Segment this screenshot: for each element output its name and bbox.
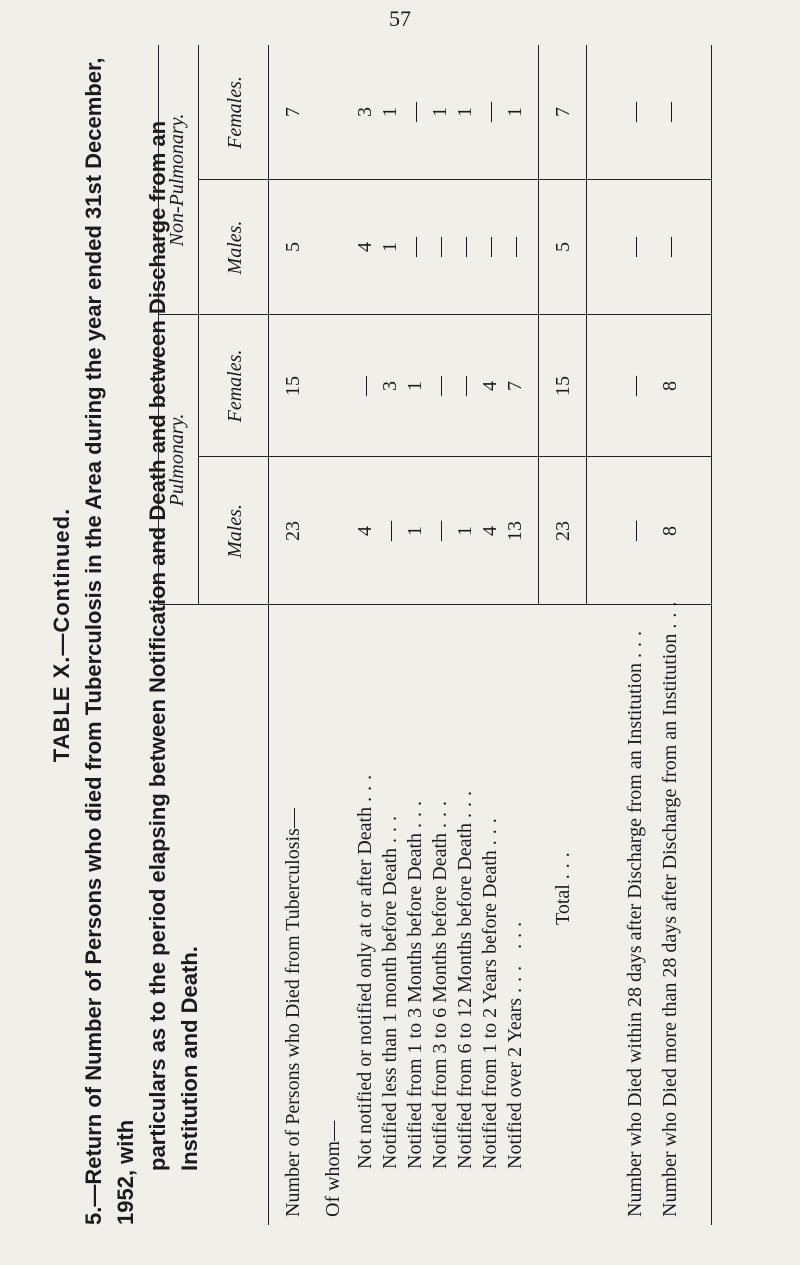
header-nonpulmonary-females: Females. [224, 76, 246, 149]
rule-under-headers [268, 45, 269, 1225]
header-pulmonary-males: Males. [224, 504, 246, 558]
row-label-over-2-years: Notified over 2 Years ... ... [504, 915, 526, 1169]
cell-value: — [454, 237, 476, 257]
row-label-1-3-months: Notified from 1 to 3 Months before Death ... [404, 794, 426, 1169]
cell-value: 23 [282, 521, 304, 541]
cell-value: 13 [504, 521, 526, 541]
cell-value: 3 [379, 381, 401, 391]
cell-value: 7 [282, 107, 304, 117]
title-line-2: 5.—Return of Number of Persons who died from Tuberculosis in the Area during the year ended 31st December, 1952, with [81, 57, 138, 1225]
row-label-died-within-28-days: Number who Died within 28 days after Discharge from an Institution ... [624, 625, 646, 1217]
cell-value: — [479, 237, 501, 257]
header-non-pulmonary: Non-Pulmonary. [166, 113, 188, 247]
cell-value: 4 [354, 242, 376, 252]
cell-value: 3 [354, 107, 376, 117]
rule-under-groups [198, 45, 199, 605]
rule-col-4 [198, 179, 711, 180]
rule-col-2 [198, 456, 711, 457]
cell-value: — [429, 521, 451, 541]
cell-value: 15 [282, 376, 304, 396]
cell-value: — [479, 102, 501, 122]
cell-value: — [659, 237, 681, 257]
cell-value: 4 [479, 526, 501, 536]
header-nonpulmonary-males: Males. [224, 220, 246, 275]
cell-value: 1 [504, 107, 526, 117]
cell-value: 4 [479, 381, 501, 391]
cell-value: — [354, 376, 376, 396]
cell-value-total: 5 [552, 242, 574, 252]
cell-value: 1 [454, 107, 476, 117]
cell-value-total: 23 [552, 521, 574, 541]
cell-value: — [659, 102, 681, 122]
cell-value: — [454, 376, 476, 396]
cell-value: 1 [379, 242, 401, 252]
row-label-died-total: Number of Persons who Died from Tuberculosis— [282, 808, 304, 1217]
cell-value: 8 [659, 381, 681, 391]
cell-value: 4 [354, 526, 376, 536]
cell-value: — [624, 102, 646, 122]
cell-value: 1 [404, 526, 426, 536]
cell-value: 7 [504, 381, 526, 391]
cell-value: 1 [429, 107, 451, 117]
row-label-1-2-years: Notified from 1 to 2 Years before Death ... [479, 812, 501, 1169]
cell-value: 5 [282, 242, 304, 252]
cell-value: — [404, 237, 426, 257]
cell-value-total: 7 [552, 107, 574, 117]
rotated-table-page [46, 45, 726, 1225]
cell-value: — [429, 237, 451, 257]
row-label-of-whom: Of whom— [322, 1120, 344, 1217]
rule-top [158, 45, 159, 605]
page-number: 57 [389, 6, 411, 31]
rule-above-total [538, 45, 539, 605]
cell-value-total: 15 [552, 376, 574, 396]
cell-value: 1 [454, 526, 476, 536]
row-label-died-after-28-days: Number who Died more than 28 days after Discharge from an Institution ... [659, 595, 681, 1217]
rule-bottom [711, 45, 712, 1225]
title-line-1: TABLE X.—Continued. [49, 507, 74, 763]
cell-value: — [404, 102, 426, 122]
cell-value: — [504, 237, 526, 257]
cell-value: 8 [659, 526, 681, 536]
row-label-6-12-months: Notified from 6 to 12 Months before Death ... [454, 784, 476, 1169]
cell-value: — [624, 237, 646, 257]
title-line-3: particulars as to the period elapsing between Notification and Death and between Discharge from an Institution and Death. [145, 120, 202, 1171]
cell-value: — [379, 521, 401, 541]
header-pulmonary-females: Females. [224, 349, 246, 423]
row-label-3-6-months: Notified from 3 to 6 Months before Death ... [429, 794, 451, 1169]
row-label-lt-1-month: Notified less than 1 month before Death ... [379, 809, 401, 1169]
row-label-not-notified: Not notified or notified only at or after Death ... [354, 768, 376, 1169]
row-label-total: Total ... [552, 846, 574, 925]
rule-below-total [586, 45, 587, 605]
cell-value: — [624, 521, 646, 541]
cell-value: 1 [379, 107, 401, 117]
header-pulmonary: Pulmonary. [166, 413, 188, 507]
cell-value: — [429, 376, 451, 396]
cell-value: 1 [404, 381, 426, 391]
cell-value: — [624, 376, 646, 396]
